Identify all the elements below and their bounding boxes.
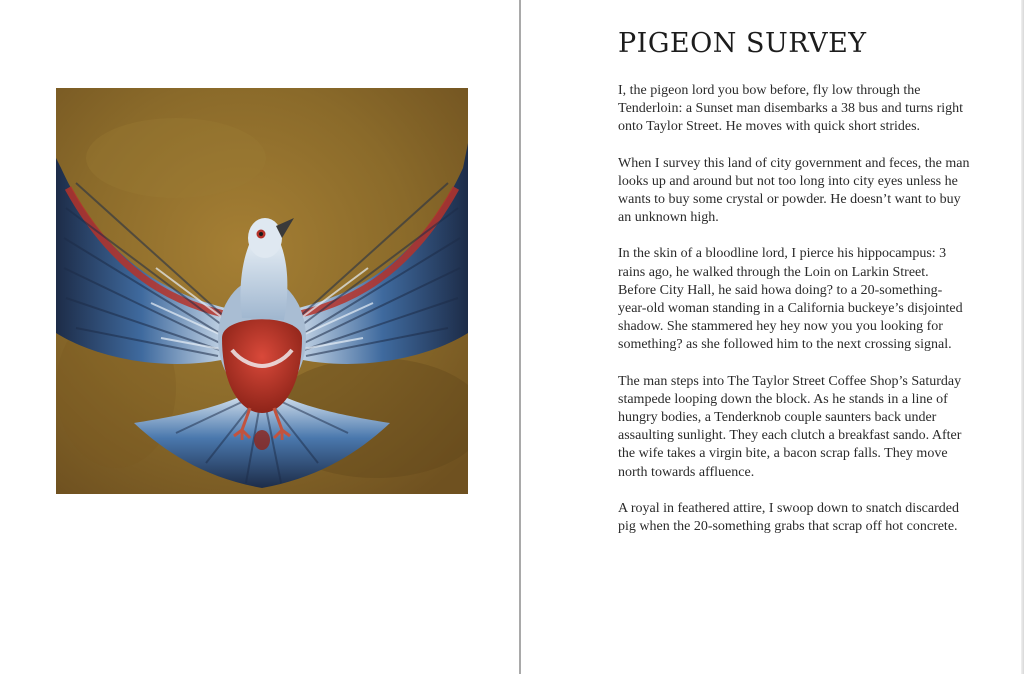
page-gutter — [519, 0, 521, 674]
pigeon-painting — [56, 88, 468, 494]
paragraph-4: The man steps into The Taylor Street Coffee Shop’s Saturday stampede looping down the block. As he stands in a line of hungry bodies, a Tenderknob couple saunters back under assaulting sunlight. They each clutch a breakfast sando. After the wife takes a virgin bite, a bacon scrap falls. They move north towards affluence. — [618, 373, 962, 480]
paragraph-5: A royal in feathered attire, I swoop down to snatch discarded pig when the 20-something grabs that scrap off hot concrete. — [618, 500, 959, 535]
page-title: PIGEON SURVEY — [618, 28, 867, 59]
poem-body — [618, 82, 970, 554]
paragraph-2: When I survey this land of city government and feces, the man looks up and around but not too long into city eyes unless he wants to buy some crystal or powder. He doesn’t want to buy an unknown high. — [618, 155, 970, 226]
paragraph-3: In the skin of a bloodline lord, I pierce his hippocampus: 3 rains ago, he walked through the Loin on Larkin Street. Before City Hall, he said howa doing? to a 20-something-year-old woman standing in a California buckeye’s disjointed shadow. She stammered hey hey now you you looking for something? as she followed him to the next crossing signal. — [618, 246, 963, 353]
paragraph-1: I, the pigeon lord you bow before, fly low through the Tenderloin: a Sunset man disembarks a 38 bus and turns right onto Taylor Street. He moves with quick short strides. — [618, 83, 964, 135]
pigeon-illustration — [56, 88, 468, 494]
